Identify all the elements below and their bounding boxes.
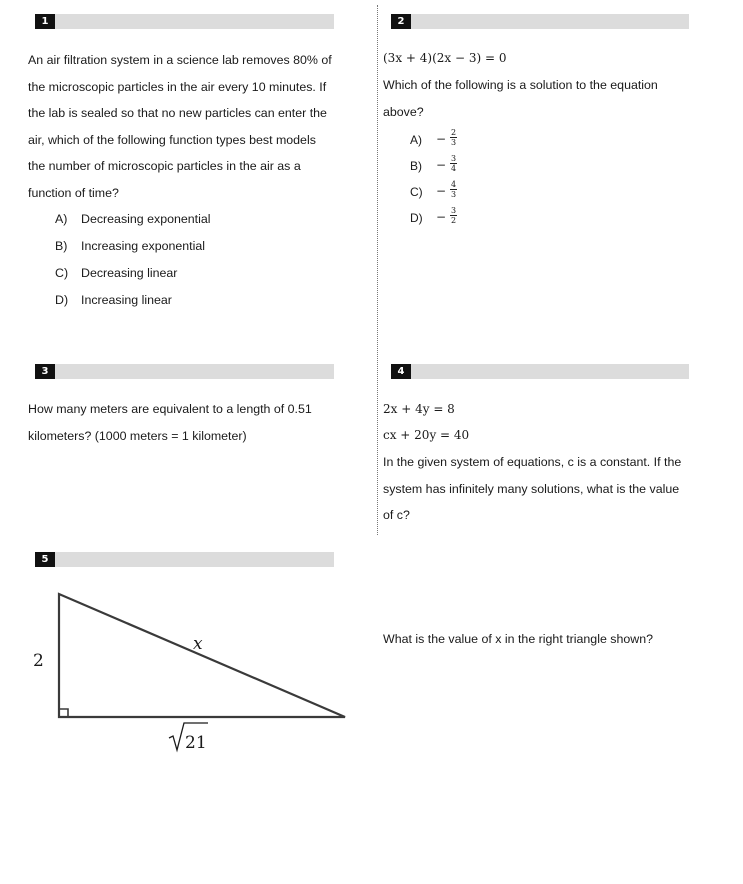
q1-line: function of time? [28, 185, 119, 200]
q2-stem [383, 72, 728, 125]
q2-line: Which of the following is a solution to the equation [383, 78, 658, 92]
q5-question: What is the value of x in the right triangle shown? [383, 632, 653, 646]
denominator: 2 [451, 216, 457, 225]
right-triangle-figure [0, 580, 360, 780]
choice-text: Decreasing exponential [81, 212, 211, 226]
numerator: 3 [451, 206, 457, 215]
q3-line: kilometers? (1000 meters = 1 kilometer) [28, 428, 247, 443]
right-angle-marker [59, 709, 68, 717]
fraction [450, 128, 457, 147]
q4-equation-1: 2x + 4y = 8 [383, 402, 455, 416]
choice-text: Decreasing linear [81, 266, 178, 280]
column-divider [377, 5, 378, 535]
q4-stem [383, 449, 728, 529]
choice-text: Increasing exponential [81, 239, 205, 253]
denominator: 3 [451, 138, 457, 147]
numerator: 2 [451, 128, 457, 137]
choice-letter: B) [410, 159, 422, 173]
radicand: 21 [185, 733, 207, 753]
q1-line: the lab is sealed so that no new particles can enter the [28, 106, 327, 121]
fraction [450, 206, 457, 225]
minus-sign: − [436, 210, 447, 224]
fraction [450, 154, 457, 173]
q4-line: of c? [383, 508, 410, 523]
q1-line: the number of microscopic particles in the air as a [28, 159, 301, 174]
q1-line: the microscopic particles in the air every 10 minutes. If [28, 79, 327, 94]
q2-header-bar [391, 14, 689, 29]
choice-letter: B) [55, 239, 68, 253]
choice-text: Increasing linear [81, 293, 172, 307]
q2-line: above? [383, 104, 424, 119]
choice-letter: A) [410, 133, 422, 147]
q5-number: 5 [35, 552, 55, 567]
q1-header-bar [35, 14, 334, 29]
q4-equation-2: cx + 20y = 40 [383, 428, 470, 442]
q1-stem [28, 47, 373, 207]
choice-letter: C) [410, 185, 423, 199]
q4-line: system has infinitely many solutions, what is the value [383, 481, 680, 496]
minus-sign: − [436, 184, 447, 198]
choice-letter: C) [55, 266, 69, 280]
triangle-shape [59, 594, 345, 717]
choice-letter: D) [410, 211, 423, 225]
q5-header-bar [35, 552, 334, 567]
hypotenuse-label: x [193, 634, 203, 654]
q1-line: air, which of the following function types best models [28, 132, 316, 147]
numerator: 4 [451, 180, 457, 189]
q3-header-bar [35, 364, 334, 379]
q4-number: 4 [391, 364, 411, 379]
q3-line: How many meters are equivalent to a length of 0.51 [28, 402, 312, 416]
choice-letter: D) [55, 293, 69, 307]
q2-equation: (3x + 4)(2x − 3) = 0 [383, 51, 507, 65]
q2-number: 2 [391, 14, 411, 29]
denominator: 4 [451, 164, 457, 173]
minus-sign: − [436, 132, 447, 146]
q1-number: 1 [35, 14, 55, 29]
q4-line: In the given system of equations, c is a constant. If the [383, 455, 682, 469]
q3-stem [28, 396, 373, 449]
choice-letter: A) [55, 212, 68, 226]
minus-sign: − [436, 158, 447, 172]
numerator: 3 [451, 154, 457, 163]
vertical-side-label: 2 [33, 651, 44, 671]
q1-line: An air filtration system in a science lab removes 80% of [28, 53, 332, 67]
q4-header-bar [391, 364, 689, 379]
q3-number: 3 [35, 364, 55, 379]
denominator: 3 [451, 190, 457, 199]
fraction [450, 180, 457, 199]
base-side-label [169, 723, 208, 753]
